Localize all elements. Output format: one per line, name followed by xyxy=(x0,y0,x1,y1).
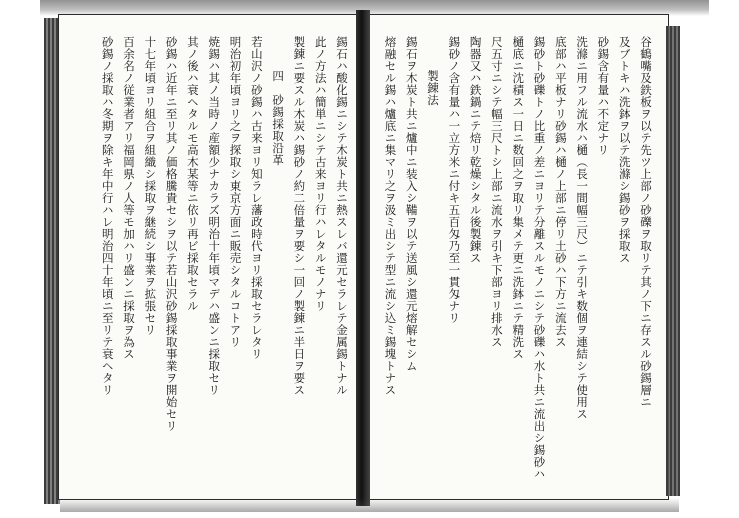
text-line: 明治初年頃ヨリ之ヲ探取シ東京方面ニ販売シタルコトアリ xyxy=(228,36,243,348)
text-line: 砂錫ノ採取ハ冬期ヲ除キ年中行ハレ明治四十年頃ニ至リテ衰ヘタリ xyxy=(100,36,115,396)
section-heading: 四 砂錫採取沿革 xyxy=(271,70,286,166)
text-line: 焼錫ハ其ノ当時ノ産額少ナカラズ明治十年頃マデハ盛ンニ採取セリ xyxy=(207,36,222,396)
text-line: 十七年頃ヨリ組合ヲ組織シ採取ヲ継続シ事業ヲ拡張セリ xyxy=(143,36,158,336)
text-line: 谷鶴嘴及鉄板ヲ以テ先ツ上部ノ砂礫ヲ取リテ其ノ下ニ存スル砂錫層ニ xyxy=(639,36,653,408)
text-line: 製錬ニ要スル木炭ハ錫砂ノ約二倍量ヲ要シ一回ノ製錬ニ半日ヲ要ス xyxy=(292,36,307,396)
text-line: 熔融セル錫ハ爐底ニ集マリ之ヲ汲ミ出シテ型ニ流シ込ミ錫塊トナス xyxy=(383,36,398,396)
text-line: 陶器又ハ鉄鍋ニテ焙リ乾燥シタル後製錬ス xyxy=(468,36,483,264)
left-page-text xyxy=(70,36,352,482)
right-page-edge xyxy=(666,26,680,496)
text-line: 錫砂ノ含有量ハ一立方米ニ付キ五百匁乃至一貫匁ナリ xyxy=(447,36,462,324)
text-line: 樋底ニ沈積ス一日ニ数回之ヲ取リ集メテ更ニ洗鉢ニテ精洗ス xyxy=(511,36,526,360)
text-line: 錫石ハ酸化錫ニシテ木炭ト共ニ熱スレバ還元セラレテ金属錫トナル xyxy=(335,36,349,396)
right-page-text xyxy=(378,36,656,482)
text-line: 砂錫含有量ハ不定ナリ xyxy=(596,36,611,156)
text-line: 若山沢ノ砂錫ハ古来ヨリ知ラレ藩政時代ヨリ採取セラレタリ xyxy=(249,36,264,360)
text-line: 其ノ後ハ衰ヘタルモ高木某等ニ依リ再ビ採取セラル xyxy=(185,36,200,312)
text-line: 錫石ヲ木炭ト共ニ爐中ニ装入シ鞴ヲ以テ送風シ還元熔解セシム xyxy=(404,36,419,372)
scan-bottom-shadow xyxy=(60,498,679,512)
text-line: 此ノ方法ハ簡単ニシテ古来ヨリ行ハレタルモノナリ xyxy=(313,36,328,312)
text-line: 及ブトキハ洗鉢ヲ以テ洗滌シ錫砂ヲ採取ス xyxy=(617,36,632,264)
text-line: 百余名ノ従業者アリ福岡県ノ人等モ加ハリ盛ンニ採取ヲ為ス xyxy=(122,36,137,360)
text-line: 尺五寸ニシテ幅三尺トシ上部ニ流水ヲ引キ下部ヨリ排水ス xyxy=(489,36,504,348)
book-gutter xyxy=(356,10,370,506)
text-line: 錫砂ト砂礫トノ比重ノ差ニヨリテ分離スルモノニシテ砂礫ハ水ト共ニ流出シ錫砂ハ xyxy=(532,36,547,480)
text-line: 底部ハ平板ナリ砂錫ハ樋ノ上部ニ停リ土砂ハ下方ニ流去ス xyxy=(553,36,568,348)
text-line: 砂錫ハ近年ニ至リ其ノ価格騰貴セシヲ以テ若山沢砂錫採取事業ヲ開始セリ xyxy=(164,36,179,432)
section-heading: 製錬法 xyxy=(426,70,441,106)
text-line: 洗滌ニ用フル流水ハ樋（長一間幅三尺）ニテ引キ数個ヲ連結シテ使用ス xyxy=(575,36,590,420)
